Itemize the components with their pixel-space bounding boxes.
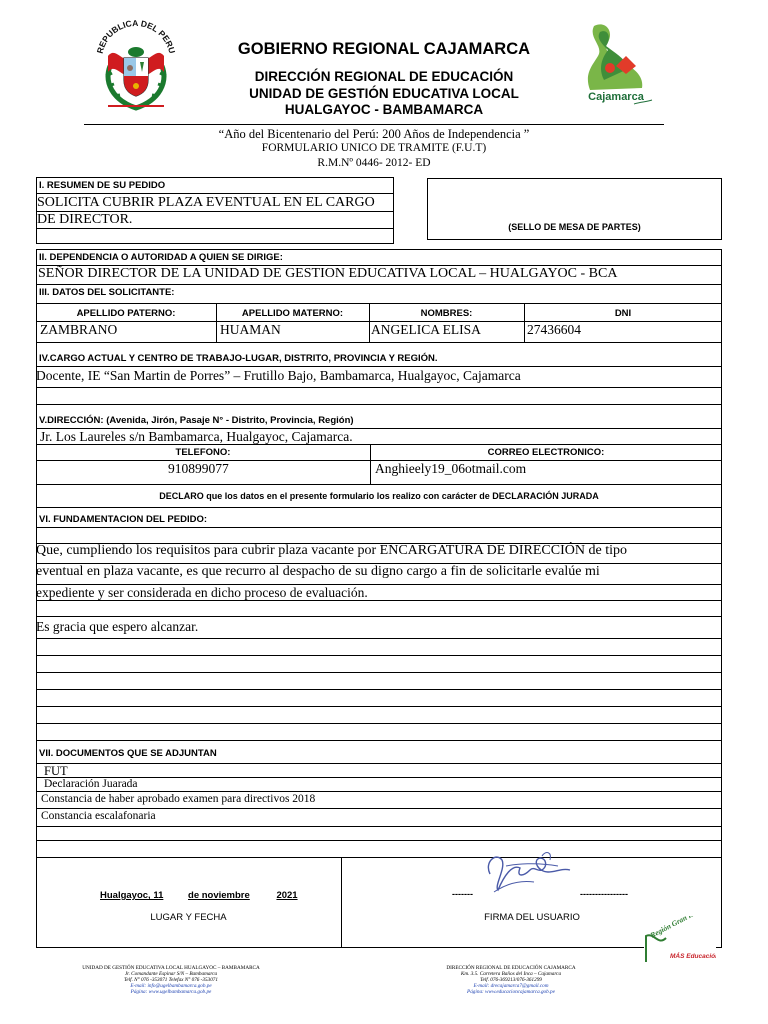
justification-line-3[interactable]: expediente y ser considerada en dicho proceso de evaluación. <box>36 585 368 600</box>
rule <box>36 484 722 485</box>
header-line-1: DIRECCIÓN REGIONAL DE EDUCACIÓN <box>254 69 514 84</box>
rule <box>36 689 722 690</box>
signature-dashes-right: ---------------- <box>580 889 628 899</box>
section-1-label: I. RESUMEN DE SU PEDIDO <box>39 180 166 191</box>
apellido-paterno-field[interactable]: ZAMBRANO <box>40 322 118 337</box>
peru-seal-icon <box>92 16 180 114</box>
header-dni: DNI <box>614 308 632 319</box>
rule <box>36 303 722 304</box>
seal-text: REPUBLICA DEL PERU <box>94 17 178 55</box>
document-item-2[interactable]: Declaración Juarada <box>44 778 138 790</box>
justification-line-4[interactable]: Es gracia que espero alcanzar. <box>36 619 199 634</box>
footer-right-3: Telf. 076-369213/076-361299 <box>480 977 542 983</box>
page-title: GOBIERNO REGIONAL CAJAMARCA <box>237 40 531 58</box>
rule <box>36 366 722 367</box>
place-value: Hualgayoc, 11 <box>100 890 164 901</box>
sign-divider <box>341 857 342 948</box>
footer-right-1: DIRECCIÓN REGIONAL DE EDUCACIÓN CAJAMARCA <box>446 965 576 971</box>
rule <box>36 840 722 841</box>
stamp-line-2: MÁS Educación <box>670 953 716 960</box>
header-line-3: HUALGAYOC - BAMBAMARCA <box>284 102 484 117</box>
rule <box>36 600 722 601</box>
rule <box>36 342 722 343</box>
section-5-label-detail: (Avenida, Jirón, Pasaje N° - Distrito, Provincia, Región) <box>106 415 354 426</box>
summary-rule-3 <box>36 228 394 229</box>
summary-line-2[interactable]: DE DIRECTOR. <box>37 212 133 227</box>
rule <box>36 655 722 656</box>
document-item-4[interactable]: Constancia escalafonaria <box>41 810 156 822</box>
rule <box>36 706 722 707</box>
rule <box>36 763 722 764</box>
rule <box>36 638 722 639</box>
rule <box>36 723 722 724</box>
header-rule <box>84 124 664 125</box>
header-nombres: NOMBRES: <box>420 308 473 319</box>
document-item-3[interactable]: Constancia de haber aprobado examen para directivos 2018 <box>41 793 316 805</box>
signature-scribble <box>476 846 576 898</box>
signature-dashes-left: ------- <box>452 889 473 899</box>
cajamarca-logo <box>572 18 662 110</box>
section-5-label-main: V.DIRECCIÓN: <box>39 415 104 426</box>
email-label: CORREO ELECTRONICO: <box>487 447 605 458</box>
footer-left-web[interactable]: Página: www.ugelbambamarca.gob.pe <box>130 989 212 995</box>
place-date-label: LUGAR Y FECHA <box>150 912 227 923</box>
footer-right-2: Km. 3.5. Carretera Baños del Inca – Cajamarca <box>460 971 562 977</box>
rule <box>36 826 722 827</box>
rule <box>36 507 722 508</box>
stamp-line-1: Región Gran Región <box>648 916 710 940</box>
document-item-1[interactable]: FUT <box>44 764 68 778</box>
work-center-field[interactable]: Docente, IE “San Martin de Porres” – Frutillo Bajo, Bambamarca, Hualgayoc, Cajamarca <box>36 368 521 383</box>
month-value: de noviembre <box>188 890 250 901</box>
footer-left-3: Telf. N° 076 -353071 Telefax N° 076 -353071 <box>124 977 218 983</box>
mas-educacion-stamp <box>644 916 716 964</box>
dni-field[interactable]: 27436604 <box>527 322 581 337</box>
section-2-label: II. DEPENDENCIA O AUTORIDAD A QUIEN SE DIRIGE: <box>39 252 283 263</box>
rmn-number: R.M.Nº 0446- 2012- ED <box>317 157 431 169</box>
authority-field[interactable]: SEÑOR DIRECTOR DE LA UNIDAD DE GESTION EDUCATIVA LOCAL – HUALGAYOC - BCA <box>38 266 618 281</box>
nombres-field[interactable]: ANGELICA ELISA <box>371 322 481 337</box>
rule <box>36 444 722 445</box>
rule <box>36 672 722 673</box>
footer-left-1: UNIDAD DE GESTIÓN EDUCATIVA LOCAL HUALGAYOC – BAMBAMARCA <box>82 965 260 971</box>
summary-line-1[interactable]: SOLICITA CUBRIR PLAZA EVENTUAL EN EL CARGO <box>37 195 375 210</box>
justification-line-1[interactable]: Que, cumpliendo los requisitos para cubrir plaza vacante por ENCARGATURA DE DIRECCIÓN de tipo <box>36 543 627 558</box>
rule <box>36 857 722 858</box>
footer-left-email[interactable]: E-mail: info@ugelbambamarca.gob.pe <box>130 983 212 989</box>
stamp-label: (SELLO DE MESA DE PARTES) <box>508 222 641 232</box>
footer-right-web[interactable]: Página: www.educacioncajamarca.gob.pe <box>467 989 555 995</box>
rule <box>36 777 722 778</box>
address-field[interactable]: Jr. Los Laureles s/n Bambamarca, Hualgayoc, Cajamarca. <box>40 429 353 444</box>
section-5-label <box>39 415 354 426</box>
rule <box>36 616 722 617</box>
rule <box>36 740 722 741</box>
header-apellido-materno: APELLIDO MATERNO: <box>241 308 344 319</box>
footer-right-email[interactable]: E-mail: drecajamarca7@gmail.com <box>473 983 549 989</box>
year-motto: “Año del Bicentenario del Perú: 200 Años de Independencia ” <box>218 127 530 141</box>
email-field[interactable]: Anghieely19_06otmail.com <box>375 461 527 476</box>
year-value: 2021 <box>276 890 298 901</box>
signature-label: FIRMA DEL USUARIO <box>484 912 580 923</box>
rule <box>36 387 722 388</box>
rule <box>36 404 722 405</box>
section-6-label: VI. FUNDAMENTACION DEL PEDIDO: <box>39 514 208 525</box>
place-date <box>100 890 298 901</box>
section-7-label: VII. DOCUMENTOS QUE SE ADJUNTAN <box>39 748 217 759</box>
phone-field[interactable]: 910899077 <box>168 461 229 476</box>
declaration-text: DECLARO que los datos en el presente formulario los realizo con carácter de DECLARACIÓN JURADA <box>159 491 599 501</box>
phone-label: TELEFONO: <box>175 447 231 458</box>
logo-text: Cajamarca <box>588 91 644 103</box>
header-apellido-paterno: APELLIDO PATERNO: <box>76 308 176 319</box>
rule <box>36 791 722 792</box>
summary-rule-1 <box>36 193 394 194</box>
rule <box>36 284 722 285</box>
footer-left-2: Jr. Comandante Espinar S/N – Bambamarca <box>124 971 218 977</box>
justification-line-2[interactable]: eventual en plaza vacante, es que recurro al despacho de su digno cargo a fin de solicitarle evalúe mi <box>36 564 600 579</box>
section-3-label: III. DATOS DEL SOLICITANTE: <box>39 287 175 298</box>
section-4-label: IV.CARGO ACTUAL Y CENTRO DE TRABAJO-LUGAR, DISTRITO, PROVINCIA Y REGIÓN. <box>39 353 438 364</box>
form-name: FORMULARIO UNICO DE TRAMITE (F.U.T) <box>261 142 487 154</box>
rule <box>36 808 722 809</box>
rule <box>36 527 722 528</box>
apellido-materno-field[interactable]: HUAMAN <box>220 322 281 337</box>
header-line-2: UNIDAD DE GESTIÓN EDUCATIVA LOCAL <box>249 86 519 101</box>
